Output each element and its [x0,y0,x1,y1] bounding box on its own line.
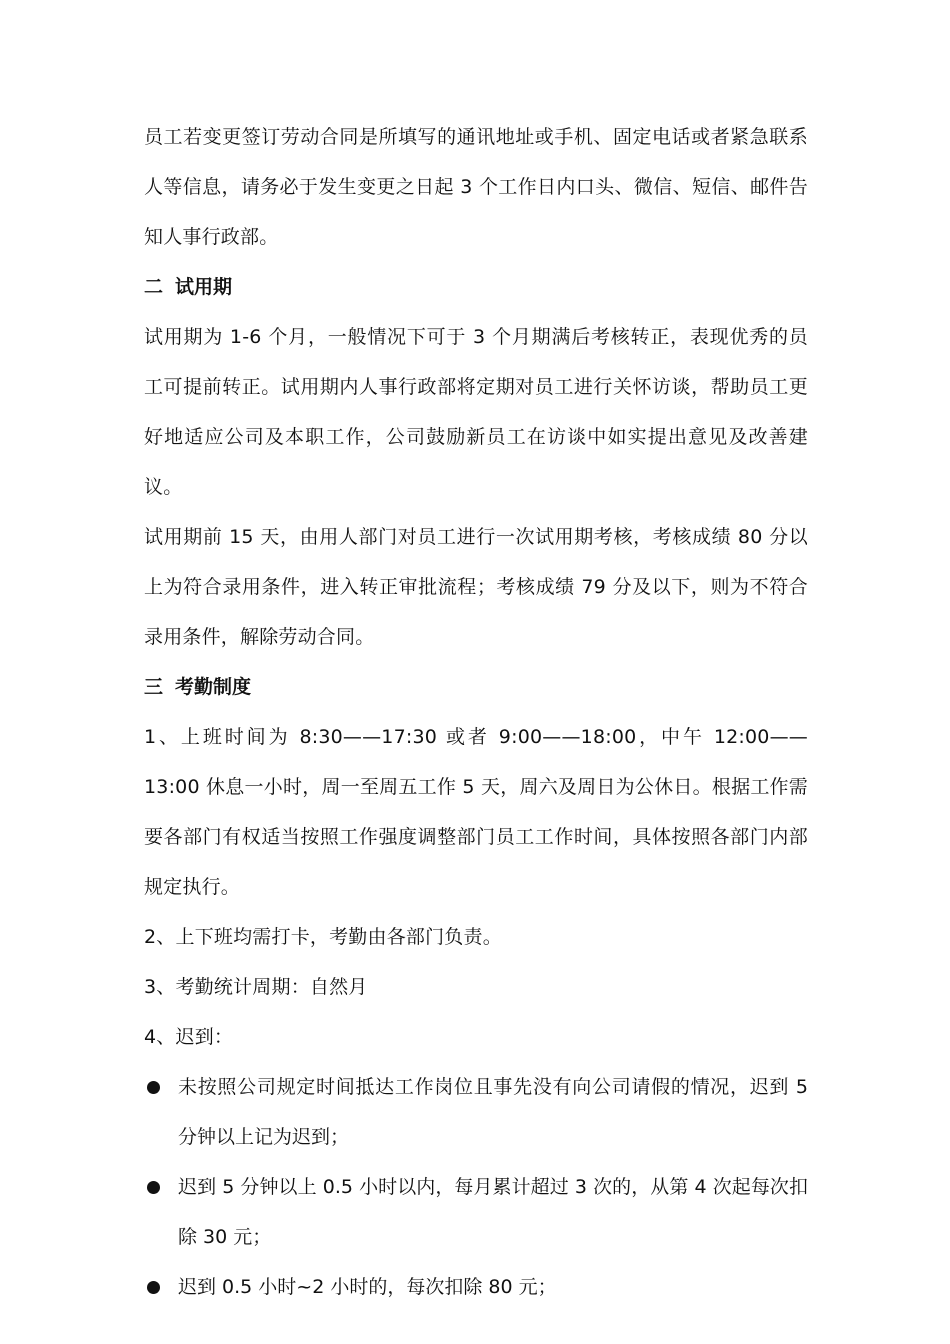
list-item [144,1262,808,1312]
probation-paragraph-1: 试用期为 1-6 个月，一般情况下可于 3 个月期满后考核转正，表现优秀的员工可提前转正。试用期内人事行政部将定期对员工进行关怀访谈，帮助员工更好地适应公司及本职工作，公司鼓励新员工在访谈中如实提出意见及改善建议。 [144,326,808,498]
document-body [144,112,808,1312]
list-item [144,1162,808,1262]
list-item [144,1062,808,1162]
attendance-item-4: 4、迟到： [144,1026,234,1048]
list-item-text: 未按照公司规定时间抵达工作岗位且事先没有向公司请假的情况，迟到 5 分钟以上记为迟到； [178,1076,808,1148]
section-title: 考勤制度 [175,676,252,698]
probation-paragraph-2: 试用期前 15 天，由用人部门对员工进行一次试用期考核，考核成绩 80 分以上为符合录用条件，进入转正审批流程；考核成绩 79 分及以下，则为不符合录用条件，解除劳动合同。 [144,526,808,648]
section-number: 二 [144,276,164,298]
attendance-item-3: 3、考勤统计周期：自然月 [144,976,368,998]
attendance-item-2: 2、上下班均需打卡，考勤由各部门负责。 [144,926,502,948]
section-heading-attendance [144,662,808,712]
section-title: 试用期 [175,276,233,298]
list-item-text: 迟到 5 分钟以上 0.5 小时以内，每月累计超过 3 次的，从第 4 次起每次扣除 30 元； [178,1176,808,1248]
bullet-dot-icon [147,1281,160,1294]
bullet-dot-icon [147,1181,160,1194]
list-item-text: 迟到 0.5 小时~2 小时的，每次扣除 80 元； [178,1276,557,1298]
attendance-item-1: 1、上班时间为 8:30——17:30 或者 9:00——18:00，中午 12:00——13:00 休息一小时，周一至周五工作 5 天，周六及周日为公休日。根据工作需要各部门有权适当按照工作强度调整部门员工工作时间，具体按照各部门内部规定执行。 [144,726,808,898]
section-heading-probation [144,262,808,312]
bullet-dot-icon [147,1081,160,1094]
section-number: 三 [144,676,164,698]
late-rules-list [144,1062,808,1312]
intro-paragraph: 员工若变更签订劳动合同是所填写的通讯地址或手机、固定电话或者紧急联系人等信息，请务必于发生变更之日起 3 个工作日内口头、微信、短信、邮件告知人事行政部。 [144,126,808,248]
